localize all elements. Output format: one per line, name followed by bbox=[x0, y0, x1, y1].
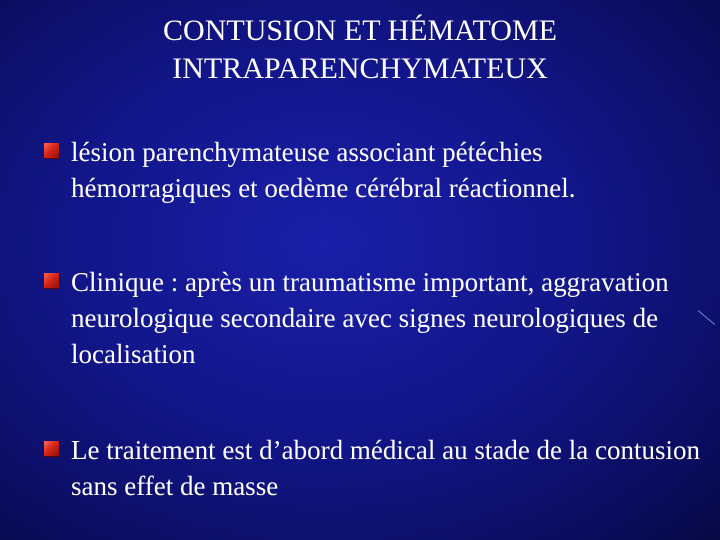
bullet-text: Clinique : après un traumatisme important, aggravation neurologique secondaire avec signes neurologiques de localisation bbox=[71, 267, 669, 369]
square-bullet-icon bbox=[44, 273, 59, 288]
slide-title bbox=[60, 12, 660, 88]
bullet-text: lésion parenchymateuse associant pétéchies hémorragiques et oedème cérébral réactionnel. bbox=[71, 137, 576, 203]
bullet-text: Le traitement est d’abord médical au stade de la contusion sans effet de masse bbox=[71, 435, 701, 501]
square-bullet-icon bbox=[44, 143, 59, 158]
title-line-1: CONTUSION ET HÉMATOME bbox=[163, 14, 557, 47]
bullet-item-definition bbox=[40, 134, 700, 206]
bullet-item-traitement bbox=[40, 432, 720, 504]
bullet-list bbox=[40, 134, 701, 501]
title-line-2: INTRAPARENCHYMATEUX bbox=[172, 52, 548, 85]
bullet-item-clinique bbox=[40, 264, 720, 372]
square-bullet-icon bbox=[44, 441, 59, 456]
